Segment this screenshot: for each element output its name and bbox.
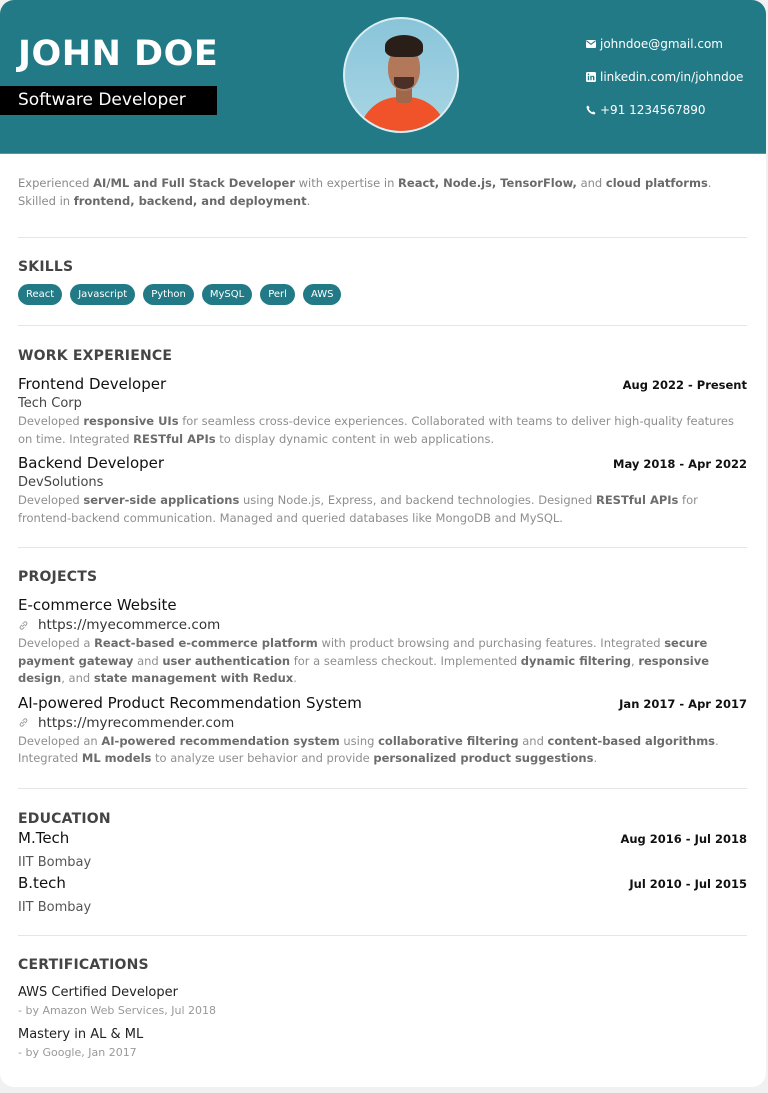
experience-section: [18, 348, 747, 527]
certification-issuer: - by Amazon Web Services, Jul 2018: [18, 1003, 217, 1017]
divider: [18, 325, 747, 326]
skill-chips: [18, 284, 747, 305]
project-item: [18, 694, 747, 768]
contact-linkedin[interactable]: [585, 69, 743, 85]
job-description: Developed server-side applications using Node.js, Express, and backend technologies. Designed RESTful APIs for frontend-backend communication. Managed and queried databases like MongoDB and MySQL.: [18, 493, 698, 525]
job-title: Frontend Developer: [18, 375, 167, 393]
experience-item: [18, 375, 747, 448]
certification-item: [18, 985, 747, 1017]
resume-body: [0, 174, 766, 1059]
job-date: May 2018 - Apr 2022: [613, 457, 747, 471]
job-company: Tech Corp: [18, 396, 82, 411]
project-item: [18, 596, 747, 688]
skills-section: [18, 259, 747, 305]
certification-item: [18, 1027, 747, 1059]
contact-linkedin-text: linkedin.com/in/johndoe: [600, 70, 744, 84]
education-date: Aug 2016 - Jul 2018: [620, 831, 747, 846]
project-url[interactable]: https://myrecommender.com: [38, 714, 235, 731]
contact-list: [585, 36, 743, 135]
education-date: Jul 2010 - Jul 2015: [629, 876, 747, 891]
divider: [18, 935, 747, 936]
skill-chip: AWS: [303, 284, 342, 305]
education-item: [18, 874, 747, 915]
project-description: Developed an AI-powered recommendation system using collaborative filtering and content-based algorithms. Integrated ML models to analyze user behavior and provide personalized product suggestions.: [18, 733, 719, 765]
certification-issuer: - by Google, Jan 2017: [18, 1045, 137, 1059]
link-icon: [18, 717, 30, 729]
job-company: DevSolutions: [18, 475, 104, 490]
section-title-experience: WORK EXPERIENCE: [18, 348, 173, 364]
project-link[interactable]: [18, 617, 747, 633]
contact-phone-text: +91 1234567890: [600, 103, 706, 117]
contact-email-text: johndoe@gmail.com: [600, 37, 723, 51]
skill-chip: Javascript: [70, 284, 135, 305]
mail-icon: [585, 39, 596, 50]
job-description: Developed responsive UIs for seamless cross-device experiences. Collaborated with teams to deliver high-quality features on time. Integrated RESTful APIs to display dynamic content in web applications.: [18, 414, 734, 446]
skill-chip: Python: [143, 284, 194, 305]
project-name: E-commerce Website: [18, 596, 177, 614]
project-link[interactable]: [18, 715, 747, 731]
school: IIT Bombay: [18, 899, 92, 915]
skill-chip: Perl: [260, 284, 295, 305]
contact-phone[interactable]: [585, 102, 743, 118]
section-title-projects: PROJECTS: [18, 569, 98, 585]
certification-name: AWS Certified Developer: [18, 984, 178, 1000]
education-section: [18, 811, 747, 915]
degree: B.tech: [18, 873, 66, 892]
job-date: Aug 2022 - Present: [622, 378, 747, 392]
degree: M.Tech: [18, 828, 70, 847]
job-title: Backend Developer: [18, 454, 165, 472]
divider: [18, 788, 747, 789]
section-title-certifications: CERTIFICATIONS: [18, 956, 149, 973]
projects-section: [18, 569, 747, 768]
certification-name: Mastery in AL & ML: [18, 1026, 144, 1042]
project-url[interactable]: https://myecommerce.com: [38, 617, 221, 633]
skill-chip: React: [18, 284, 62, 305]
project-name: AI-powered Product Recommendation System: [18, 693, 362, 712]
divider: [18, 547, 747, 548]
project-description: Developed a React-based e-commerce platform with product browsing and purchasing features. Integrated secure payment gateway and user authentication for a seamless checkout. Implemented dynamic filtering, responsive design, and state management with Redux.: [18, 636, 710, 685]
education-item: [18, 829, 747, 870]
candidate-name: JOHN DOE: [18, 34, 219, 74]
section-title-education: EDUCATION: [18, 810, 111, 827]
project-date: Jan 2017 - Apr 2017: [619, 696, 747, 711]
linkedin-icon: [585, 72, 596, 83]
avatar-hair: [385, 35, 423, 57]
link-icon: [18, 619, 30, 631]
phone-icon: [585, 105, 596, 116]
experience-item: [18, 454, 747, 527]
skill-chip: MySQL: [202, 284, 252, 305]
section-title-skills: SKILLS: [18, 259, 74, 275]
avatar: [343, 17, 459, 133]
divider: [18, 237, 747, 238]
contact-email[interactable]: [585, 36, 743, 52]
candidate-role: Software Developer: [0, 86, 217, 115]
avatar-beard: [394, 77, 414, 89]
certifications-section: [18, 957, 747, 1059]
summary: Experienced AI/ML and Full Stack Developer with expertise in React, Node.js, TensorFlow, and cloud platforms. Skilled in frontend, backend, and deployment.: [18, 176, 712, 208]
school: IIT Bombay: [18, 854, 92, 870]
resume-header: [0, 0, 766, 154]
